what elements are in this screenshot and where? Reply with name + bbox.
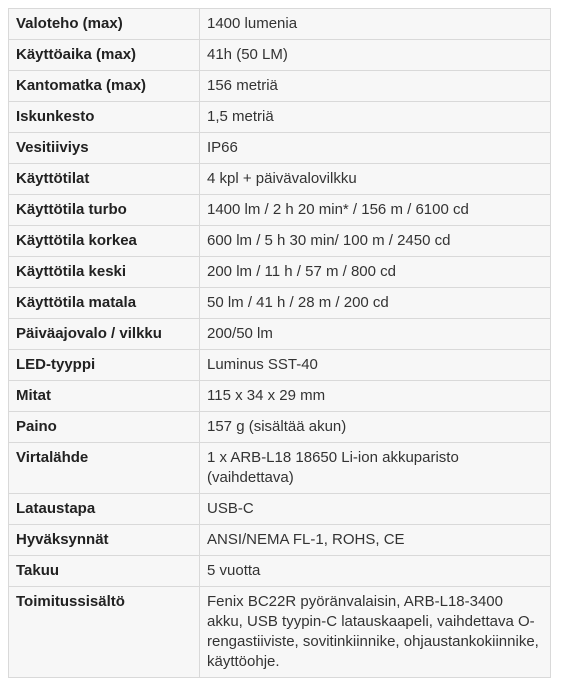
table-row xyxy=(9,226,551,257)
spec-label: Vesitiiviys xyxy=(9,133,200,164)
spec-value: 200/50 lm xyxy=(200,319,551,350)
table-row xyxy=(9,443,551,494)
table-row xyxy=(9,319,551,350)
spec-label: Iskunkesto xyxy=(9,102,200,133)
table-row xyxy=(9,40,551,71)
spec-label: Käyttötilat xyxy=(9,164,200,195)
spec-label: Käyttötila keski xyxy=(9,257,200,288)
spec-label: Käyttötila korkea xyxy=(9,226,200,257)
spec-value: 1400 lumenia xyxy=(200,9,551,40)
spec-value: 200 lm / 11 h / 57 m / 800 cd xyxy=(200,257,551,288)
spec-value: USB-C xyxy=(200,494,551,525)
spec-value: 1400 lm / 2 h 20 min* / 156 m / 6100 cd xyxy=(200,195,551,226)
spec-label: Toimitussisältö xyxy=(9,587,200,678)
spec-label: Käyttötila turbo xyxy=(9,195,200,226)
table-row xyxy=(9,525,551,556)
table-row xyxy=(9,587,551,678)
table-row xyxy=(9,257,551,288)
spec-value: 5 vuotta xyxy=(200,556,551,587)
table-row xyxy=(9,195,551,226)
table-row xyxy=(9,102,551,133)
spec-label: Mitat xyxy=(9,381,200,412)
spec-label: Paino xyxy=(9,412,200,443)
spec-label: Lataustapa xyxy=(9,494,200,525)
spec-value: 4 kpl + päivävalovilkku xyxy=(200,164,551,195)
spec-label: Hyväksynnät xyxy=(9,525,200,556)
table-row xyxy=(9,412,551,443)
spec-table xyxy=(8,8,551,678)
spec-label: Valoteho (max) xyxy=(9,9,200,40)
spec-value: 50 lm / 41 h / 28 m / 200 cd xyxy=(200,288,551,319)
spec-value: Luminus SST-40 xyxy=(200,350,551,381)
spec-value: 1,5 metriä xyxy=(200,102,551,133)
spec-label: LED-tyyppi xyxy=(9,350,200,381)
spec-label: Takuu xyxy=(9,556,200,587)
spec-value: 600 lm / 5 h 30 min/ 100 m / 2450 cd xyxy=(200,226,551,257)
spec-label: Käyttöaika (max) xyxy=(9,40,200,71)
table-row xyxy=(9,133,551,164)
spec-label: Virtalähde xyxy=(9,443,200,494)
table-row xyxy=(9,288,551,319)
spec-value: IP66 xyxy=(200,133,551,164)
table-row xyxy=(9,71,551,102)
table-row xyxy=(9,350,551,381)
spec-value: 115 x 34 x 29 mm xyxy=(200,381,551,412)
table-row xyxy=(9,381,551,412)
spec-value: ANSI/NEMA FL-1, ROHS, CE xyxy=(200,525,551,556)
table-row xyxy=(9,164,551,195)
spec-value: 41h (50 LM) xyxy=(200,40,551,71)
spec-value: 157 g (sisältää akun) xyxy=(200,412,551,443)
spec-label: Kantomatka (max) xyxy=(9,71,200,102)
table-row xyxy=(9,556,551,587)
spec-label: Päiväajovalo / vilkku xyxy=(9,319,200,350)
spec-value: 156 metriä xyxy=(200,71,551,102)
spec-label: Käyttötila matala xyxy=(9,288,200,319)
spec-value: 1 x ARB-L18 18650 Li-ion akkuparisto (vaihdettava) xyxy=(200,443,551,494)
spec-value: Fenix BC22R pyöränvalaisin, ARB-L18-3400 akku, USB tyypin-C latauskaapeli, vaihdettava O-rengastiiviste, sovitinkiinnike, ohjaustankokiinnike, käyttöohje. xyxy=(200,587,551,678)
table-row xyxy=(9,494,551,525)
table-row xyxy=(9,9,551,40)
